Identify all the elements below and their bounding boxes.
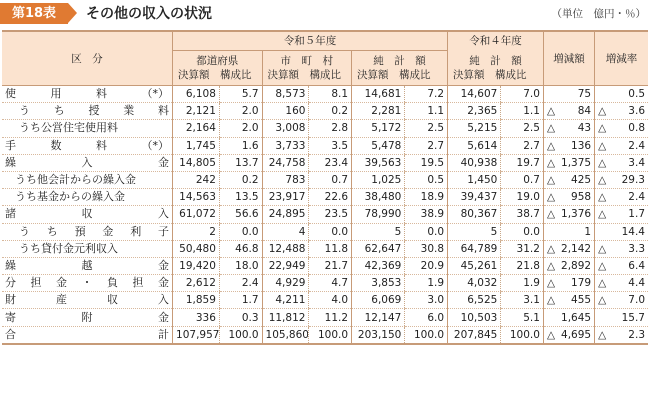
header-r4-net-total: 純 計 額 決算額 構成比 [448,51,544,86]
table-row [2,86,648,103]
cell-share: 100.0 [219,326,262,344]
cell-change-rate: △ 3.4 [595,154,648,171]
table-row [2,309,648,326]
cell-amount: 24,895 [262,206,309,223]
header-prefecture: 都道府県 決算額 構成比 [173,51,263,86]
row-label: 手 数 料 （*） [2,137,173,154]
cell-share: 1.1 [405,103,448,120]
cell-amount: 19,420 [173,257,220,274]
cell-amount: 1,745 [173,137,220,154]
cell-share: 100.0 [309,326,352,344]
cell-share: 2.7 [405,137,448,154]
cell-amount: 61,072 [173,206,220,223]
row-label: 繰 越 金 [2,257,173,274]
header-change-rate: 増減率 [595,31,648,86]
cell-share: 7.0 [501,86,544,103]
cell-amount: 14,607 [448,86,501,103]
cell-amount: 6,069 [352,292,405,309]
table-number-tag: 第18表 [0,3,68,24]
cell-share: 31.2 [501,240,544,257]
cell-amount: 5,478 [352,137,405,154]
cell-change-amount: △ 84 [543,103,594,120]
cell-share: 3.0 [405,292,448,309]
cell-amount: 203,150 [352,326,405,344]
row-label: う ち 預 金 利 子 [2,223,173,240]
cell-amount: 242 [173,171,220,188]
cell-amount: 1,450 [448,171,501,188]
cell-change-amount: 1 [543,223,594,240]
cell-amount: 2,612 [173,275,220,292]
table-row [2,154,648,171]
header-municipality: 市 町 村 決算額 構成比 [262,51,352,86]
cell-share: 2.5 [501,120,544,137]
cell-share: 18.9 [405,189,448,206]
cell-amount: 160 [262,103,309,120]
cell-amount: 1,025 [352,171,405,188]
cell-share: 23.4 [309,154,352,171]
cell-share: 0.5 [405,171,448,188]
cell-amount: 107,957 [173,326,220,344]
cell-amount: 39,563 [352,154,405,171]
tag-arrow-shape [68,3,77,23]
cell-amount: 4 [262,223,309,240]
table-row [2,275,648,292]
row-label: うち他会計からの繰入金 [2,171,173,188]
cell-amount: 80,367 [448,206,501,223]
cell-amount: 8,573 [262,86,309,103]
cell-share: 4.0 [309,292,352,309]
cell-amount: 6,108 [173,86,220,103]
cell-share: 19.0 [501,189,544,206]
cell-change-rate: 14.4 [595,223,648,240]
cell-share: 100.0 [501,326,544,344]
cell-share: 0.7 [309,171,352,188]
cell-change-rate: △ 2.4 [595,137,648,154]
cell-change-amount: 75 [543,86,594,103]
cell-amount: 2,365 [448,103,501,120]
cell-share: 13.5 [219,189,262,206]
cell-share: 56.6 [219,206,262,223]
cell-amount: 105,860 [262,326,309,344]
cell-change-amount: △ 43 [543,120,594,137]
header-change-amount: 増減額 [543,31,594,86]
cell-share: 0.3 [219,309,262,326]
cell-amount: 45,261 [448,257,501,274]
cell-amount: 5 [448,223,501,240]
table-row [2,326,648,344]
cell-amount: 50,480 [173,240,220,257]
cell-share: 46.8 [219,240,262,257]
cell-share: 13.7 [219,154,262,171]
cell-change-rate: 0.5 [595,86,648,103]
cell-change-amount: △ 455 [543,292,594,309]
cell-share: 4.7 [309,275,352,292]
cell-amount: 10,503 [448,309,501,326]
cell-share: 30.8 [405,240,448,257]
row-label: 合 計 [2,326,173,344]
cell-share: 22.6 [309,189,352,206]
cell-amount: 14,563 [173,189,220,206]
cell-share: 3.1 [501,292,544,309]
cell-share: 0.0 [501,223,544,240]
cell-share: 2.4 [219,275,262,292]
cell-share: 0.0 [219,223,262,240]
cell-change-rate: △ 0.8 [595,120,648,137]
header-category: 区 分 [2,31,173,86]
cell-amount: 42,369 [352,257,405,274]
cell-change-amount: △ 4,695 [543,326,594,344]
cell-share: 11.8 [309,240,352,257]
cell-amount: 11,812 [262,309,309,326]
cell-amount: 4,032 [448,275,501,292]
row-label: うち貸付金元利収入 [2,240,173,257]
header-net-total: 純 計 額 決算額 構成比 [352,51,448,86]
cell-share: 38.9 [405,206,448,223]
cell-amount: 64,789 [448,240,501,257]
table-row [2,137,648,154]
cell-change-amount: △ 179 [543,275,594,292]
cell-amount: 5,614 [448,137,501,154]
cell-share: 2.8 [309,120,352,137]
cell-amount: 5 [352,223,405,240]
cell-amount: 78,990 [352,206,405,223]
cell-change-amount: △ 136 [543,137,594,154]
table-title: その他の収入の状況 [86,6,212,22]
cell-change-amount: △ 2,892 [543,257,594,274]
cell-amount: 207,845 [448,326,501,344]
cell-change-amount: △ 1,375 [543,154,594,171]
cell-amount: 783 [262,171,309,188]
cell-share: 0.7 [501,171,544,188]
cell-share: 0.2 [309,103,352,120]
cell-change-rate: △ 3.3 [595,240,648,257]
table-header-bar [0,0,650,28]
cell-amount: 336 [173,309,220,326]
cell-amount: 3,733 [262,137,309,154]
cell-change-rate: △ 6.4 [595,257,648,274]
cell-share: 7.2 [405,86,448,103]
header-r5: 令和５年度 [173,31,448,51]
cell-change-amount: △ 2,142 [543,240,594,257]
unit-note: （単位 億円・％） [551,8,646,20]
cell-amount: 6,525 [448,292,501,309]
table-row [2,240,648,257]
cell-share: 0.2 [219,171,262,188]
income-table [2,30,648,345]
cell-share: 23.5 [309,206,352,223]
cell-change-amount: △ 425 [543,171,594,188]
cell-change-rate: △ 2.3 [595,326,648,344]
cell-share: 8.1 [309,86,352,103]
cell-share: 1.9 [501,275,544,292]
cell-share: 5.1 [501,309,544,326]
cell-amount: 4,211 [262,292,309,309]
cell-amount: 40,938 [448,154,501,171]
row-label: う ち 授 業 料 [2,103,173,120]
cell-amount: 2,281 [352,103,405,120]
cell-change-rate: △ 4.4 [595,275,648,292]
cell-amount: 2,164 [173,120,220,137]
cell-amount: 39,437 [448,189,501,206]
row-label: 分 担 金 ・ 負 担 金 [2,275,173,292]
cell-amount: 12,488 [262,240,309,257]
cell-change-amount: △ 958 [543,189,594,206]
cell-amount: 4,929 [262,275,309,292]
table-row [2,206,648,223]
cell-amount: 62,647 [352,240,405,257]
header-r4: 令和４年度 [448,31,544,51]
cell-amount: 5,172 [352,120,405,137]
table-row [2,223,648,240]
row-label: うち公営住宅使用料 [2,120,173,137]
cell-change-rate: 15.7 [595,309,648,326]
cell-share: 100.0 [405,326,448,344]
cell-change-rate: △ 7.0 [595,292,648,309]
cell-change-rate: △ 2.4 [595,189,648,206]
cell-amount: 22,949 [262,257,309,274]
row-label: 寄 附 金 [2,309,173,326]
row-label: うち基金からの繰入金 [2,189,173,206]
cell-share: 1.1 [501,103,544,120]
cell-share: 1.7 [219,292,262,309]
cell-amount: 2 [173,223,220,240]
table-row [2,189,648,206]
cell-share: 1.6 [219,137,262,154]
cell-share: 11.2 [309,309,352,326]
table-row [2,103,648,120]
cell-amount: 5,215 [448,120,501,137]
cell-amount: 24,758 [262,154,309,171]
cell-change-rate: △ 1.7 [595,206,648,223]
cell-share: 38.7 [501,206,544,223]
cell-change-amount: △ 1,376 [543,206,594,223]
cell-share: 21.8 [501,257,544,274]
cell-change-amount: 1,645 [543,309,594,326]
cell-amount: 14,681 [352,86,405,103]
cell-share: 19.5 [405,154,448,171]
cell-share: 2.0 [219,120,262,137]
row-label: 財 産 収 入 [2,292,173,309]
cell-share: 2.5 [405,120,448,137]
cell-amount: 3,008 [262,120,309,137]
row-label: 諸 収 入 [2,206,173,223]
cell-amount: 2,121 [173,103,220,120]
cell-amount: 23,917 [262,189,309,206]
cell-amount: 12,147 [352,309,405,326]
cell-share: 3.5 [309,137,352,154]
row-label: 繰 入 金 [2,154,173,171]
table-row [2,120,648,137]
cell-share: 1.9 [405,275,448,292]
cell-amount: 3,853 [352,275,405,292]
cell-amount: 14,805 [173,154,220,171]
cell-share: 20.9 [405,257,448,274]
cell-amount: 38,480 [352,189,405,206]
table-row [2,257,648,274]
cell-change-rate: △ 29.3 [595,171,648,188]
table-row [2,292,648,309]
cell-amount: 1,859 [173,292,220,309]
cell-share: 0.0 [405,223,448,240]
cell-share: 18.0 [219,257,262,274]
cell-share: 21.7 [309,257,352,274]
row-label: 使 用 料 （*） [2,86,173,103]
cell-share: 6.0 [405,309,448,326]
cell-share: 5.7 [219,86,262,103]
cell-share: 2.7 [501,137,544,154]
cell-share: 0.0 [309,223,352,240]
table-row [2,171,648,188]
cell-share: 19.7 [501,154,544,171]
cell-change-rate: △ 3.6 [595,103,648,120]
cell-share: 2.0 [219,103,262,120]
